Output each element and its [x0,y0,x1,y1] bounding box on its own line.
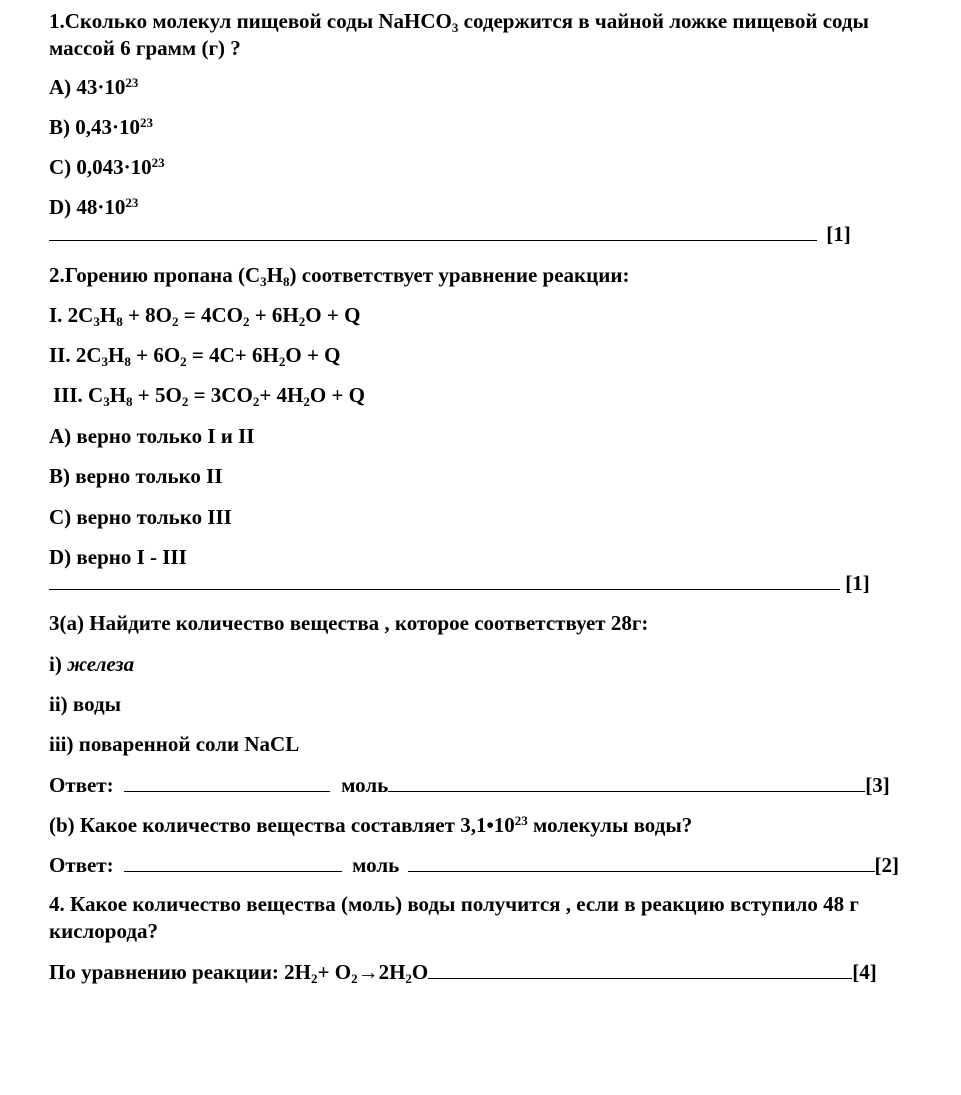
q2-answer-line [49,571,870,595]
q3a-unit: моль [341,773,389,797]
q3b-title: (b) Какое количество вещества составляет $3,1•10^{23}$ молекулы воды? [49,813,693,837]
q1-option-d: D) $48\cdot 10^{23}$ [49,195,139,219]
q2-option-a: A) верно только I и II [49,424,255,448]
q4-equation: По уравнению реакции: $2H_2+ O_2\to 2H_2O$ [49,960,429,986]
q2-mark: [1] [845,571,870,595]
q1-option-a: A) $43\cdot 10^{23}$ [49,75,139,99]
q3b-mark: [2] [874,853,900,877]
q1-answer-blank[interactable] [49,222,817,241]
q3b-unit: моль [352,853,400,877]
q1-title: 1.Сколько молекул пищевой соды NaHCO$_3$ содержится в чайной ложке пищевой соды массой 6 грамм (г) ? [49,9,869,60]
q4-equation-row [49,960,877,984]
q3a-answer-row [49,773,890,797]
q2-answer-blank[interactable] [49,571,840,590]
q3b-answer-row [49,853,899,877]
q1-mark: [1] [826,222,851,246]
q2-equation-2: II. $2C_3H_8 + 6O_2 = 4C+ 6H_2O + Q$ [49,343,341,369]
q4-title: 4. Какое количество вещества (моль) воды получится , если в реакцию вступило 48 г кислорода? [49,892,859,943]
q1-option-b: B) $0,43\cdot 10^{23}$ [49,115,154,139]
q3-item-water: ii) воды [49,692,122,716]
q4-mark: [4] [852,960,877,984]
q3a-mark: [3] [865,773,890,797]
q1-option-c: C) $0,043\cdot 10^{23}$ [49,155,165,179]
q3a-answer-blank[interactable] [124,773,330,792]
q2-title: 2.Горению пропана $(C_3H_8)$ соответствует уравнение реакции: [49,263,630,289]
q3a-work-blank[interactable] [388,773,865,792]
q2-equation-1: I. $2C_3H_8 + 8O_2 = 4CO_2 + 6H_2O + Q$ [49,303,361,329]
q3-item-salt: iii) поваренной соли NaCL [49,732,300,756]
q3a-answer-label: Ответ: [49,773,114,797]
q2-option-b: B) верно только II [49,464,223,488]
q3b-work-blank[interactable] [408,853,875,872]
q2-equation-3: III. $C_3H_8 + 5O_2 = 3CO_2+ 4H_2O + Q$ [53,383,366,409]
q2-option-d: D) верно I - III [49,545,187,569]
q4-answer-blank[interactable] [428,960,852,979]
q3b-answer-blank[interactable] [124,853,342,872]
q3a-title: 3(a) Найдите количество вещества , которое соответствует 28г: [49,611,649,635]
q3-item-iron: i) железа [49,652,135,676]
q3b-answer-label: Ответ: [49,853,114,877]
q1-answer-line [49,222,851,246]
q2-option-c: C) верно только III [49,505,232,529]
